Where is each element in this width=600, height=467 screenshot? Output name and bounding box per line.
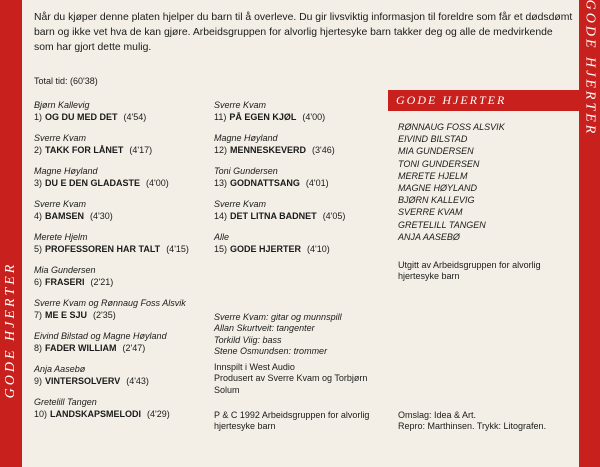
title-banner: GODE HJERTER: [388, 90, 579, 111]
musician-role: gitar og munnspill: [271, 312, 342, 322]
track-number: 7): [34, 310, 43, 320]
member-name: RØNNAUG FOSS ALSVIK: [398, 122, 505, 132]
member-name: GRETELILL TANGEN: [398, 219, 486, 230]
track-artist: Magne Høyland: [34, 166, 98, 176]
track-duration: (4'43): [126, 376, 149, 386]
recording-line: Solum: [214, 384, 240, 395]
track-duration: (4'29): [147, 409, 170, 419]
track-item: [214, 232, 384, 265]
track-artist: Merete Hjelm: [34, 232, 88, 242]
track-artist: Gretelill Tangen: [34, 397, 97, 407]
track-title: PÅ EGEN KJØL: [229, 112, 297, 122]
copyright-line: hjertesyke barn: [214, 421, 276, 432]
recording-info: [214, 362, 367, 396]
left-spine: [0, 0, 22, 467]
track-number: 3): [34, 178, 43, 188]
track-item: [34, 199, 204, 232]
track-title: GODNATTSANG: [230, 178, 300, 188]
track-item: [214, 199, 384, 232]
track-number: 12): [214, 145, 228, 155]
publisher-info: [398, 260, 541, 283]
copyright-notice: [214, 410, 369, 433]
track-artist: Alle: [214, 232, 230, 242]
track-artist: Sverre Kvam: [34, 199, 87, 209]
track-duration: (4'05): [322, 211, 346, 221]
track-duration: (4'54): [123, 112, 147, 122]
right-spine: [579, 0, 600, 467]
track-item: [34, 364, 204, 397]
track-title: LANDSKAPSMELODI: [50, 409, 142, 419]
track-item: [214, 100, 384, 133]
track-number: 1): [34, 112, 43, 122]
musician-name: Stene Osmundsen:: [214, 346, 292, 357]
track-duration: (4'30): [90, 211, 113, 221]
track-duration: (4'17): [129, 145, 153, 155]
track-artist: Sverre Kvam: [214, 100, 267, 110]
member-list: [398, 121, 505, 243]
track-duration: (4'15): [166, 244, 189, 254]
cover-line: Repro: Marthinsen. Trykk: Litografen.: [398, 421, 547, 432]
track-duration: (4'00): [302, 112, 326, 122]
track-item: [214, 133, 384, 166]
track-number: 10): [34, 409, 48, 419]
track-number: 15): [214, 244, 228, 254]
track-title: PROFESSOREN HAR TALT: [45, 244, 161, 254]
track-number: 6): [34, 277, 43, 287]
track-duration: (2'21): [90, 277, 114, 287]
intro-text: Når du kjøper denne platen hjelper du barn til å overleve. Du gir livsviktig informasjon til foreldre som får et dødsdømt barn og ikke vet hva de kan gjøre. Arbeidsgruppen for alvorlig hjertesyke barn takker deg og alle de medvirkende som har gjort dette mulig.: [34, 12, 573, 53]
track-title: FADER WILLIAM: [45, 343, 117, 353]
tracklist-left: [34, 100, 204, 430]
track-artist: Toni Gundersen: [214, 166, 278, 176]
track-duration: (2'35): [93, 310, 116, 320]
track-item: [214, 166, 384, 199]
recording-line: Produsert av Sverre Kvam og Torbjørn: [214, 373, 368, 384]
track-number: 14): [214, 211, 228, 221]
track-item: [34, 331, 204, 364]
track-title: VINTERSOLVERV: [45, 376, 121, 386]
track-number: 2): [34, 145, 43, 155]
musician-role: tangenter: [276, 323, 315, 334]
member-name: MERETE HJELM: [398, 170, 468, 181]
member-name: TONI GUNDERSEN: [398, 158, 480, 169]
track-artist: Sverre Kvam: [34, 133, 87, 143]
cover-credits: [398, 410, 546, 433]
track-title: DET LITNA BADNET: [230, 211, 317, 221]
member-name: BJØRN KALLEVIG: [398, 195, 475, 206]
track-item: [34, 298, 204, 331]
copyright-line: P & C 1992 Arbeidsgruppen for alvorlig: [214, 410, 370, 420]
musician-role: trommer: [293, 346, 328, 357]
track-number: 11): [214, 112, 227, 122]
track-item: [34, 166, 204, 199]
track-number: 13): [214, 178, 228, 188]
total-time: Total tid: (60'38): [34, 76, 98, 86]
track-title: MENNESKEVERD: [230, 145, 307, 155]
cover-line: Omslag: Idea & Art.: [398, 410, 477, 420]
track-number: 8): [34, 343, 43, 353]
track-artist: Eivind Bilstad og Magne Høyland: [34, 331, 167, 341]
track-number: 9): [34, 376, 43, 386]
member-name: MIA GUNDERSEN: [398, 146, 474, 157]
track-title: DU E DEN GLADASTE: [45, 178, 141, 188]
track-item: [34, 232, 204, 265]
member-name: MAGNE HØYLAND: [398, 183, 478, 194]
publisher-line: hjertesyke barn: [398, 271, 460, 282]
track-item: [34, 133, 204, 166]
musician-role: bass: [262, 334, 282, 345]
right-spine-title: GODE HJERTER: [583, 0, 598, 137]
track-title: ME E SJU: [45, 310, 88, 320]
tracklist-right: [214, 100, 384, 265]
track-title: BAMSEN: [45, 211, 85, 221]
musician-name: Sverre Kvam:: [214, 312, 269, 322]
track-artist: Bjørn Kallevig: [34, 100, 90, 110]
track-artist: Sverre Kvam og Rønnaug Foss Alsvik: [34, 298, 186, 308]
track-item: [34, 100, 204, 133]
recording-line: Innspilt i West Audio: [214, 362, 295, 372]
track-title: OG DU MED DET: [45, 112, 118, 122]
publisher-line: Utgitt av Arbeidsgruppen for alvorlig: [398, 260, 541, 270]
track-artist: Mia Gundersen: [34, 265, 96, 275]
track-duration: (2'47): [122, 343, 146, 353]
track-title: FRASERI: [45, 277, 85, 287]
member-name: ANJA AASEBØ: [398, 231, 460, 242]
track-number: 5): [34, 244, 43, 254]
left-spine-title: GODE HJERTER: [3, 261, 18, 399]
musician-name: Allan Skurtveit:: [214, 323, 275, 334]
track-duration: (4'00): [146, 178, 169, 188]
track-artist: Anja Aasebø: [34, 364, 86, 374]
track-duration: (4'01): [305, 178, 329, 188]
track-number: 4): [34, 211, 43, 221]
track-duration: (4'10): [307, 244, 330, 254]
track-artist: Magne Høyland: [214, 133, 278, 143]
track-duration: (3'46): [312, 145, 335, 155]
member-name: EIVIND BILSTAD: [398, 134, 468, 145]
musician-credits: [214, 312, 342, 358]
track-artist: Sverre Kvam: [214, 199, 267, 209]
track-item: [34, 397, 204, 430]
track-item: [34, 265, 204, 298]
track-title: GODE HJERTER: [230, 244, 302, 254]
track-title: TAKK FOR LÅNET: [45, 145, 124, 155]
member-name: SVERRE KVAM: [398, 207, 463, 218]
musician-name: Torkild Viig:: [214, 334, 261, 345]
